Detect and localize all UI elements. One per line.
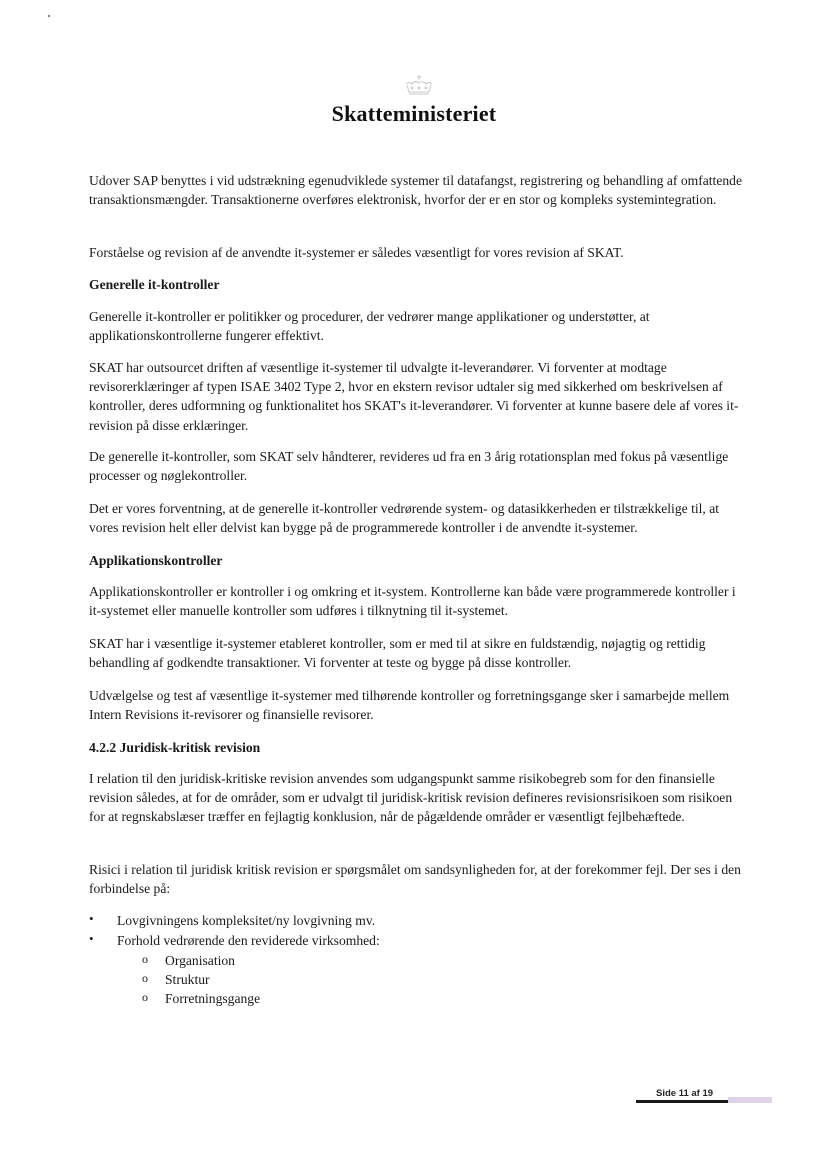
- list-item: Lovgivningens kompleksitet/ny lovgivning mv.: [117, 913, 376, 928]
- footer-rule: [636, 1100, 728, 1103]
- page-number: Side 11 af 19: [656, 1088, 714, 1099]
- sub-list-item: Organisation: [165, 953, 235, 968]
- heading-general-it-controls: Generelle it-kontroller: [89, 277, 220, 292]
- scan-speck: [48, 15, 50, 17]
- paragraph-expectation: Det er vores forventning, at de generelle it-kontroller vedrørende system- og datasikkerheden er tilstrækkelige til, at vores revision helt eller delvist kan bygge på de programmerede kontroller i de anvendte it-systemer.: [89, 501, 720, 536]
- organization-title: Skatteministeriet: [331, 101, 497, 126]
- crown-icon: [401, 74, 437, 96]
- heading-legal-critical-audit: 4.2.2 Juridisk-kritisk revision: [89, 740, 261, 755]
- footer-accent-bar: [728, 1097, 772, 1103]
- bullet-marker: •: [89, 931, 94, 946]
- paragraph-rotation-plan: De generelle it-kontroller, som SKAT selv håndterer, revideres ud fra en 3 årig rotationsplan med fokus på væsentlige processer og nøglekontroller.: [89, 449, 729, 484]
- sub-bullet-marker: o: [142, 990, 148, 1004]
- bullet-marker: •: [89, 911, 94, 926]
- list-item: Forhold vedrørende den reviderede virksomhed:: [117, 933, 380, 948]
- paragraph-skat-controls: SKAT har i væsentlige it-systemer etableret kontroller, som er med til at sikre en fuldstændig, nøjagtig og rettidig behandling af godkendte transaktioner. Vi forventer at teste og bygge på disse kontroller.: [89, 636, 706, 671]
- paragraph-sap: Udover SAP benyttes i vid udstrækning egenudviklede systemer til datafangst, registrering og behandling af omfattende transaktionsmængder. Transaktionerne overføres elektronisk, hvorfor der er en stor og kompleks systemintegration.: [89, 173, 742, 208]
- paragraph-application-controls: Applikationskontroller er kontroller i og omkring et it-system. Kontrollerne kan både være programmerede kontroller i it-systemet eller manuelle kontroller som udføres i tilknytning til it-systemet.: [89, 584, 736, 619]
- paragraph-selection: Udvælgelse og test af væsentlige it-systemer med tilhørende kontroller og forretningsgange sker i samarbejde mellem Intern Revisions it-revisorer og finansielle revisorer.: [89, 688, 730, 723]
- sub-list-item: Forretningsgange: [165, 991, 261, 1006]
- sub-bullet-marker: o: [142, 952, 148, 966]
- sub-bullet-marker: o: [142, 971, 148, 985]
- sub-list-item: Struktur: [165, 972, 210, 987]
- heading-application-controls: Applikationskontroller: [89, 553, 223, 568]
- paragraph-legal-critical: I relation til den juridisk-kritiske revision anvendes som udgangspunkt samme risikobegreb som for den finansielle revision således, at for de områder, som er udvalgt til juridisk-kritisk revision defineres revisionsrisikoen som risikoen for at regnskabslæser træffer en fejlagtig konklusion, når de pågældende områder er væsentligt fejlbehæftede.: [89, 771, 733, 825]
- paragraph-general-controls: Generelle it-kontroller er politikker og procedurer, der vedrører mange applikationer og understøtter, at applikationskontrollerne fungerer effektivt.: [89, 309, 650, 344]
- paragraph-understanding: Forståelse og revision af de anvendte it-systemer er således væsentligt for vores revision af SKAT.: [89, 245, 624, 260]
- paragraph-risks: Risici i relation til juridisk kritisk revision er spørgsmålet om sandsynligheden for, at der forekommer fejl. Der ses i den forbindelse på:: [89, 862, 741, 897]
- paragraph-outsourcing: SKAT har outsourcet driften af væsentlige it-systemer til udvalgte it-leverandører. Vi forventer at modtage revisorerklæringer af typen ISAE 3402 Type 2, hvor en ekstern revisor udtaler sig med sikkerhed om beskrivelsen af kontroller, deres udformning og funktionalitet hos SKAT's it-leverandører. Vi forventer at kunne basere dele af vores it-revision på disse erklæringer.: [89, 360, 739, 433]
